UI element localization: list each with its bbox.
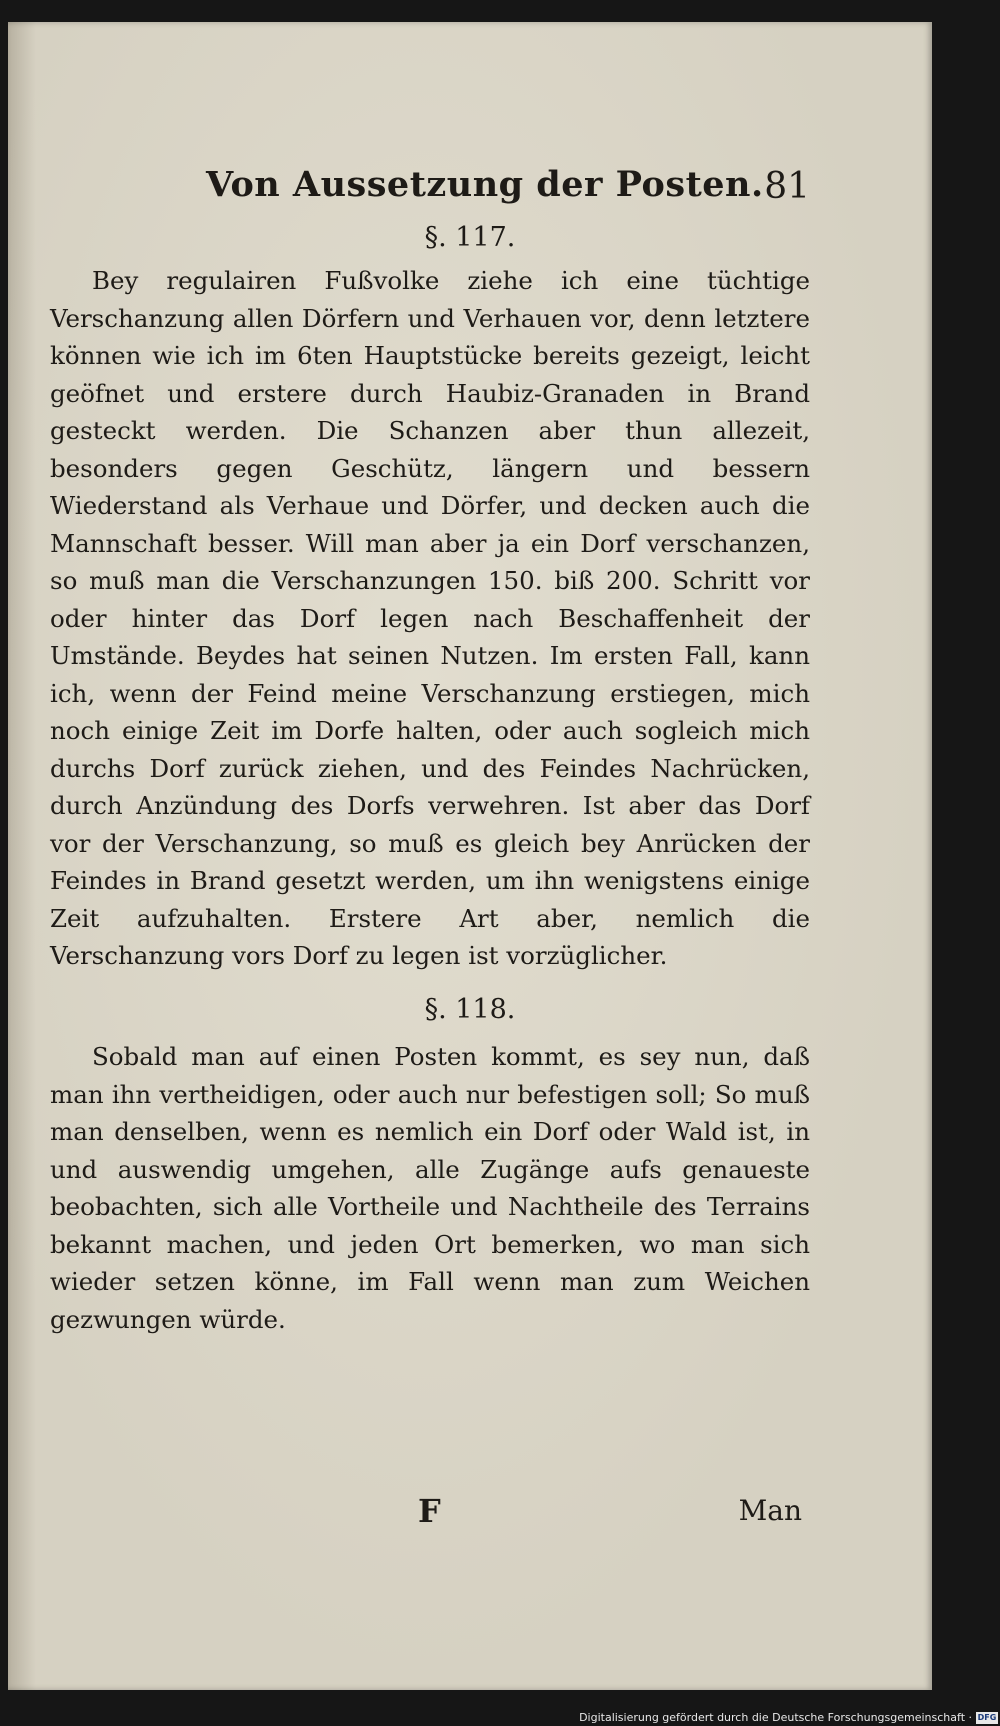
dfg-logo-icon: DFG: [977, 1713, 997, 1722]
page-header: [206, 164, 810, 216]
credit-bar: [0, 1710, 1000, 1726]
page-number: 81: [764, 166, 810, 207]
section-mark-117: §. 117.: [424, 222, 516, 253]
funding-credit: Digitalisierung gefördert durch die Deutsche Forschungsgemeinschaft ·: [579, 1711, 972, 1724]
section-mark-118: §. 118.: [424, 994, 516, 1025]
running-title: Von Aussetzung der Posten.: [206, 164, 764, 205]
catchword: Man: [738, 1494, 802, 1527]
paragraph-118: Sobald man auf einen Posten kommt, es sey nun, daß man ihn vertheidigen, oder auch nur befestigen soll; So muß man denselben, wenn es nemlich ein Dorf oder Wald ist, in und auswendig umgehen, alle Zugänge aufs genaueste beobachten, sich alle Vortheile und Nachtheile des Terrains bekannt machen, und jeden Ort bemerken, wo man sich wieder setzen könne, im Fall wenn man zum Weichen gezwungen würde.: [50, 1042, 810, 1334]
book-page: [8, 22, 932, 1690]
paragraph-117: Bey regulairen Fußvolke ziehe ich eine tüchtige Verschanzung allen Dörfern und Verhauen vor, denn letztere können wie ich im 6ten Hauptstücke bereits gezeigt, leicht geöfnet und erstere durch Haubiz-Granaden in Brand gesteckt werden. Die Schanzen aber thun allezeit, besonders gegen Geschütz, längern und bessern Wiederstand als Verhaue und Dörfer, und decken auch die Mannschaft besser. Will man aber ja ein Dorf verschanzen, so muß man die Verschanzungen 150. biß 200. Schritt vor oder hinter das Dorf legen nach Beschaffenheit der Umstände. Beydes hat seinen Nutzen. Im ersten Fall, kann ich, wenn der Feind meine Verschanzung erstiegen, mich noch einige Zeit im Dorfe halten, oder auch sogleich mich durchs Dorf zurück ziehen, und des Feindes Nachrücken, durch Anzündung des Dorfs verwehren. Ist aber das Dorf vor der Verschanzung, so muß es gleich bey Anrücken der Feindes in Brand gesetzt werden, um ihn wenigstens einige Zeit aufzuhalten. Erstere Art aber, nemlich die Verschanzung vors Dorf zu legen ist vorzüglicher.: [50, 266, 810, 970]
signature-mark: F: [418, 1492, 441, 1530]
